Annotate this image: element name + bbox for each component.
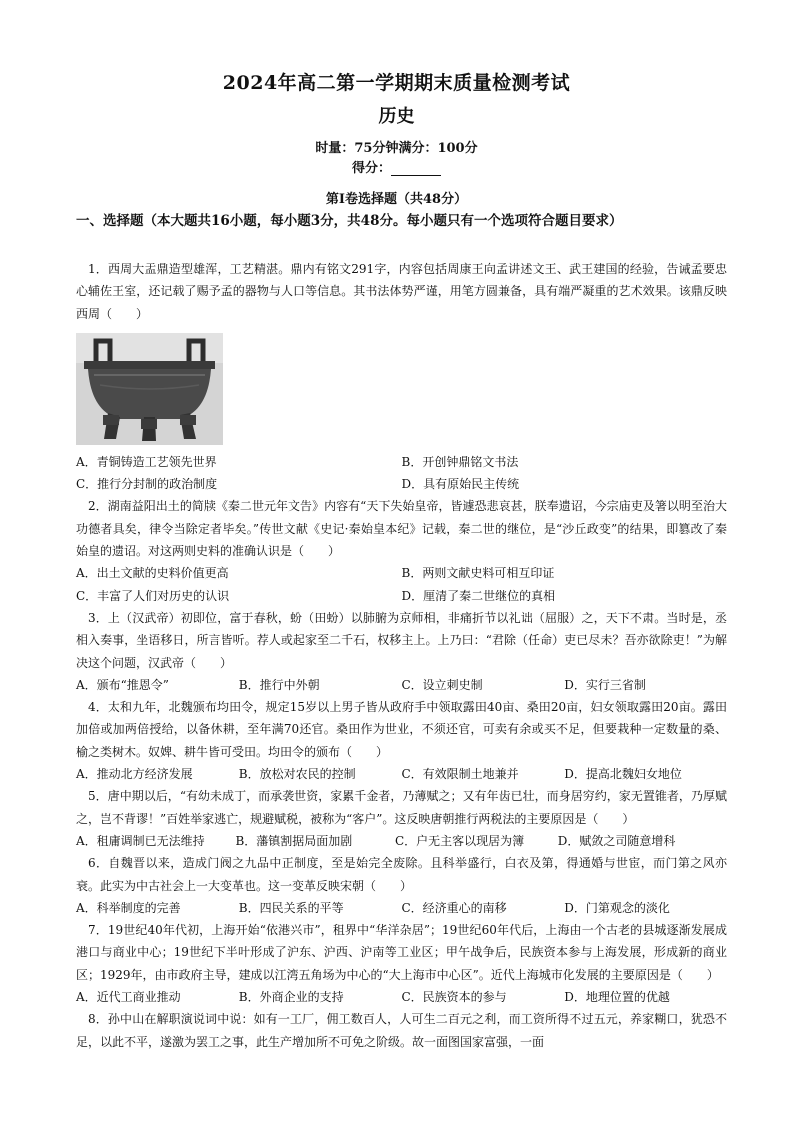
question-options-4: [76, 763, 727, 785]
question-options-6: [76, 897, 727, 919]
option-3-b[interactable]: B．推行中外朝: [238, 677, 320, 692]
option-4-b[interactable]: B．放松对农民的控制: [238, 767, 356, 782]
question-stem-3: 3．上（汉武帝）初即位，富于春秋，蚡（田蚡）以肺腑为京师相，非痛折节以礼诎（屈服）之，天下不肃。当时是，丞相入奏事，坐语移日，所言皆听。荐人或起家至二千石，权移主上。上乃曰：“君除（任命）吏已尽未？吾亦欲除吏！”为解决这个问题，汉武帝（ ）: [76, 610, 727, 670]
score-label: 得分：: [351, 161, 391, 176]
option-7-a[interactable]: A．近代工商业推动: [76, 990, 181, 1005]
question-options-3: [76, 674, 727, 696]
option-1-b[interactable]: B．开创钟鼎铭文书法: [401, 454, 519, 469]
option-1-a[interactable]: A．青铜铸造工艺领先世界: [76, 454, 217, 469]
score-blank: [391, 161, 441, 176]
option-7-c[interactable]: C．民族资本的参与: [401, 990, 507, 1005]
option-2-c[interactable]: C．丰富了人们对历史的认识: [76, 588, 230, 603]
section-title: 第Ⅰ卷选择题（共48分）: [325, 192, 468, 207]
option-7-b[interactable]: B．外商企业的支持: [238, 990, 344, 1005]
option-7-d[interactable]: D．地理位置的优越: [564, 990, 670, 1005]
bronze-ding-image: [76, 333, 223, 445]
option-4-a[interactable]: A．推动北方经济发展: [76, 767, 193, 782]
score-field: [0, 157, 793, 176]
question-options-7: [76, 986, 727, 1008]
part-title: 一、选择题（本大题共16小题，每小题3分，共48分。每小题只有一个选项符合题目要求）: [76, 213, 623, 229]
option-5-b[interactable]: B．藩镇割据局面加剧: [235, 833, 353, 848]
ding-illustration: [76, 333, 223, 445]
option-3-c[interactable]: C．设立刺史制: [401, 677, 483, 692]
option-4-c[interactable]: C．有效限制土地兼并: [401, 767, 519, 782]
question-stem-4: 4．太和九年，北魏颁布均田令，规定15岁以上男子皆从政府手中领取露田40亩、桑田20亩，妇女领取露田20亩。露田加倍或加两倍授给，以备休耕，至年满70还官。桑田作为世业，不须还官，可卖有余或买不足，但要栽种一定数量的桑、榆之类树木。奴婢、耕牛皆可受田。均田令的颁布（ ）: [76, 700, 727, 759]
question-options-5: [76, 830, 727, 852]
option-1-c[interactable]: C．推行分封制的政治制度: [76, 477, 218, 492]
question-options-1: [76, 451, 727, 496]
option-5-c[interactable]: C．户无主客以现居为簿: [394, 833, 525, 848]
option-6-a[interactable]: A．科举制度的完善: [76, 900, 181, 915]
option-6-c[interactable]: C．经济重心的南移: [401, 900, 507, 915]
option-4-d[interactable]: D．提高北魏妇女地位: [564, 767, 682, 782]
question-stem-6: 6．自魏晋以来，造成门阀之九品中正制度，至是始完全废除。且科举盛行，白衣及第，得通婚与世宦，而门第之风亦衰。此实为中古社会上一大变革也。这一变革反映宋朝（ ）: [76, 856, 727, 893]
option-5-a[interactable]: A．租庸调制已无法维持: [76, 833, 205, 848]
question-options-2: [76, 562, 727, 607]
question-stem-2: 2．湖南益阳出土的简牍《秦二世元年文告》内容有“天下失始皇帝，皆遽恐悲哀甚，朕奉遗诏，今宗庙吏及箸以明至治大功德者具矣，律令当除定者毕矣。”传世文献《史记·秦始皇本纪》记载，秦二世的继位，是“沙丘政变”的结果，即篡改了秦始皇的遗诏。对这两则史料的准确认识是（ ）: [76, 499, 727, 559]
option-2-b[interactable]: B．两则文献史料可相互印证: [401, 566, 555, 581]
questions-area: [76, 258, 727, 1053]
question-stem-5: 5．唐中期以后，“有幼未成丁，而承袭世资，家累千金者，乃薄赋之；又有年齿已壮，而身居穷约，家无置锥者，乃厚赋之，岂不背谬！”百姓举家逃亡，规避赋税，被称为“客户”。这反映唐朝推行两税法的主要原因是（ ）: [76, 789, 727, 826]
option-3-a[interactable]: A．颁布“推恩令”: [76, 677, 169, 692]
option-5-d[interactable]: D．赋敛之司随意增科: [557, 833, 676, 848]
option-2-a[interactable]: A．出土文献的史料价值更高: [76, 566, 229, 581]
question-stem-1: 1．西周大盂鼎造型雄浑，工艺精湛。鼎内有铭文291字，内容包括周康王向孟讲述文王、武王建国的经验，告诫孟要忠心辅佐王室，还记载了赐予孟的器物与人口等信息。其书法体势严谨，用笔方圆兼备，具有端严凝重的艺术效果。该鼎反映西周（ ）: [76, 262, 727, 321]
exam-title: 2024年高二第一学期期末质量检测考试: [222, 72, 571, 94]
option-6-d[interactable]: D．门第观念的淡化: [564, 900, 670, 915]
exam-time-info: 时量：75分钟满分：100分: [315, 141, 478, 156]
option-1-d[interactable]: D．具有原始民主传统: [401, 477, 520, 492]
question-stem-7: 7．19世纪40年代初，上海开始“依港兴市”，租界中“华洋杂居”；19世纪60年代后，上海由一个古老的县城逐渐发展成港口与商业中心；19世纪下半叶形成了沪东、沪西、沪南等工业区；甲午战争后，民族资本参与上海发展，形成新的商业区；1929年，由市政府主导，建成以江湾五角场为中心的“大上海市中心区”。近代上海城市化发展的主要原因是（ ）: [76, 923, 727, 982]
exam-subject: 历史: [378, 106, 415, 127]
question-stem-8: 8．孙中山在解职演说词中说：如有一工厂，佣工数百人，人可生二百元之利，而工资所得不过五元，养家糊口，犹恐不足，以此不平，遂激为罢工之事，此生产增加所不可免之阶级。故一面图国家富强，一面: [76, 1012, 727, 1049]
option-6-b[interactable]: B．四民关系的平等: [238, 900, 344, 915]
option-3-d[interactable]: D．实行三省制: [564, 677, 646, 692]
option-2-d[interactable]: D．厘清了秦二世继位的真相: [401, 588, 556, 603]
